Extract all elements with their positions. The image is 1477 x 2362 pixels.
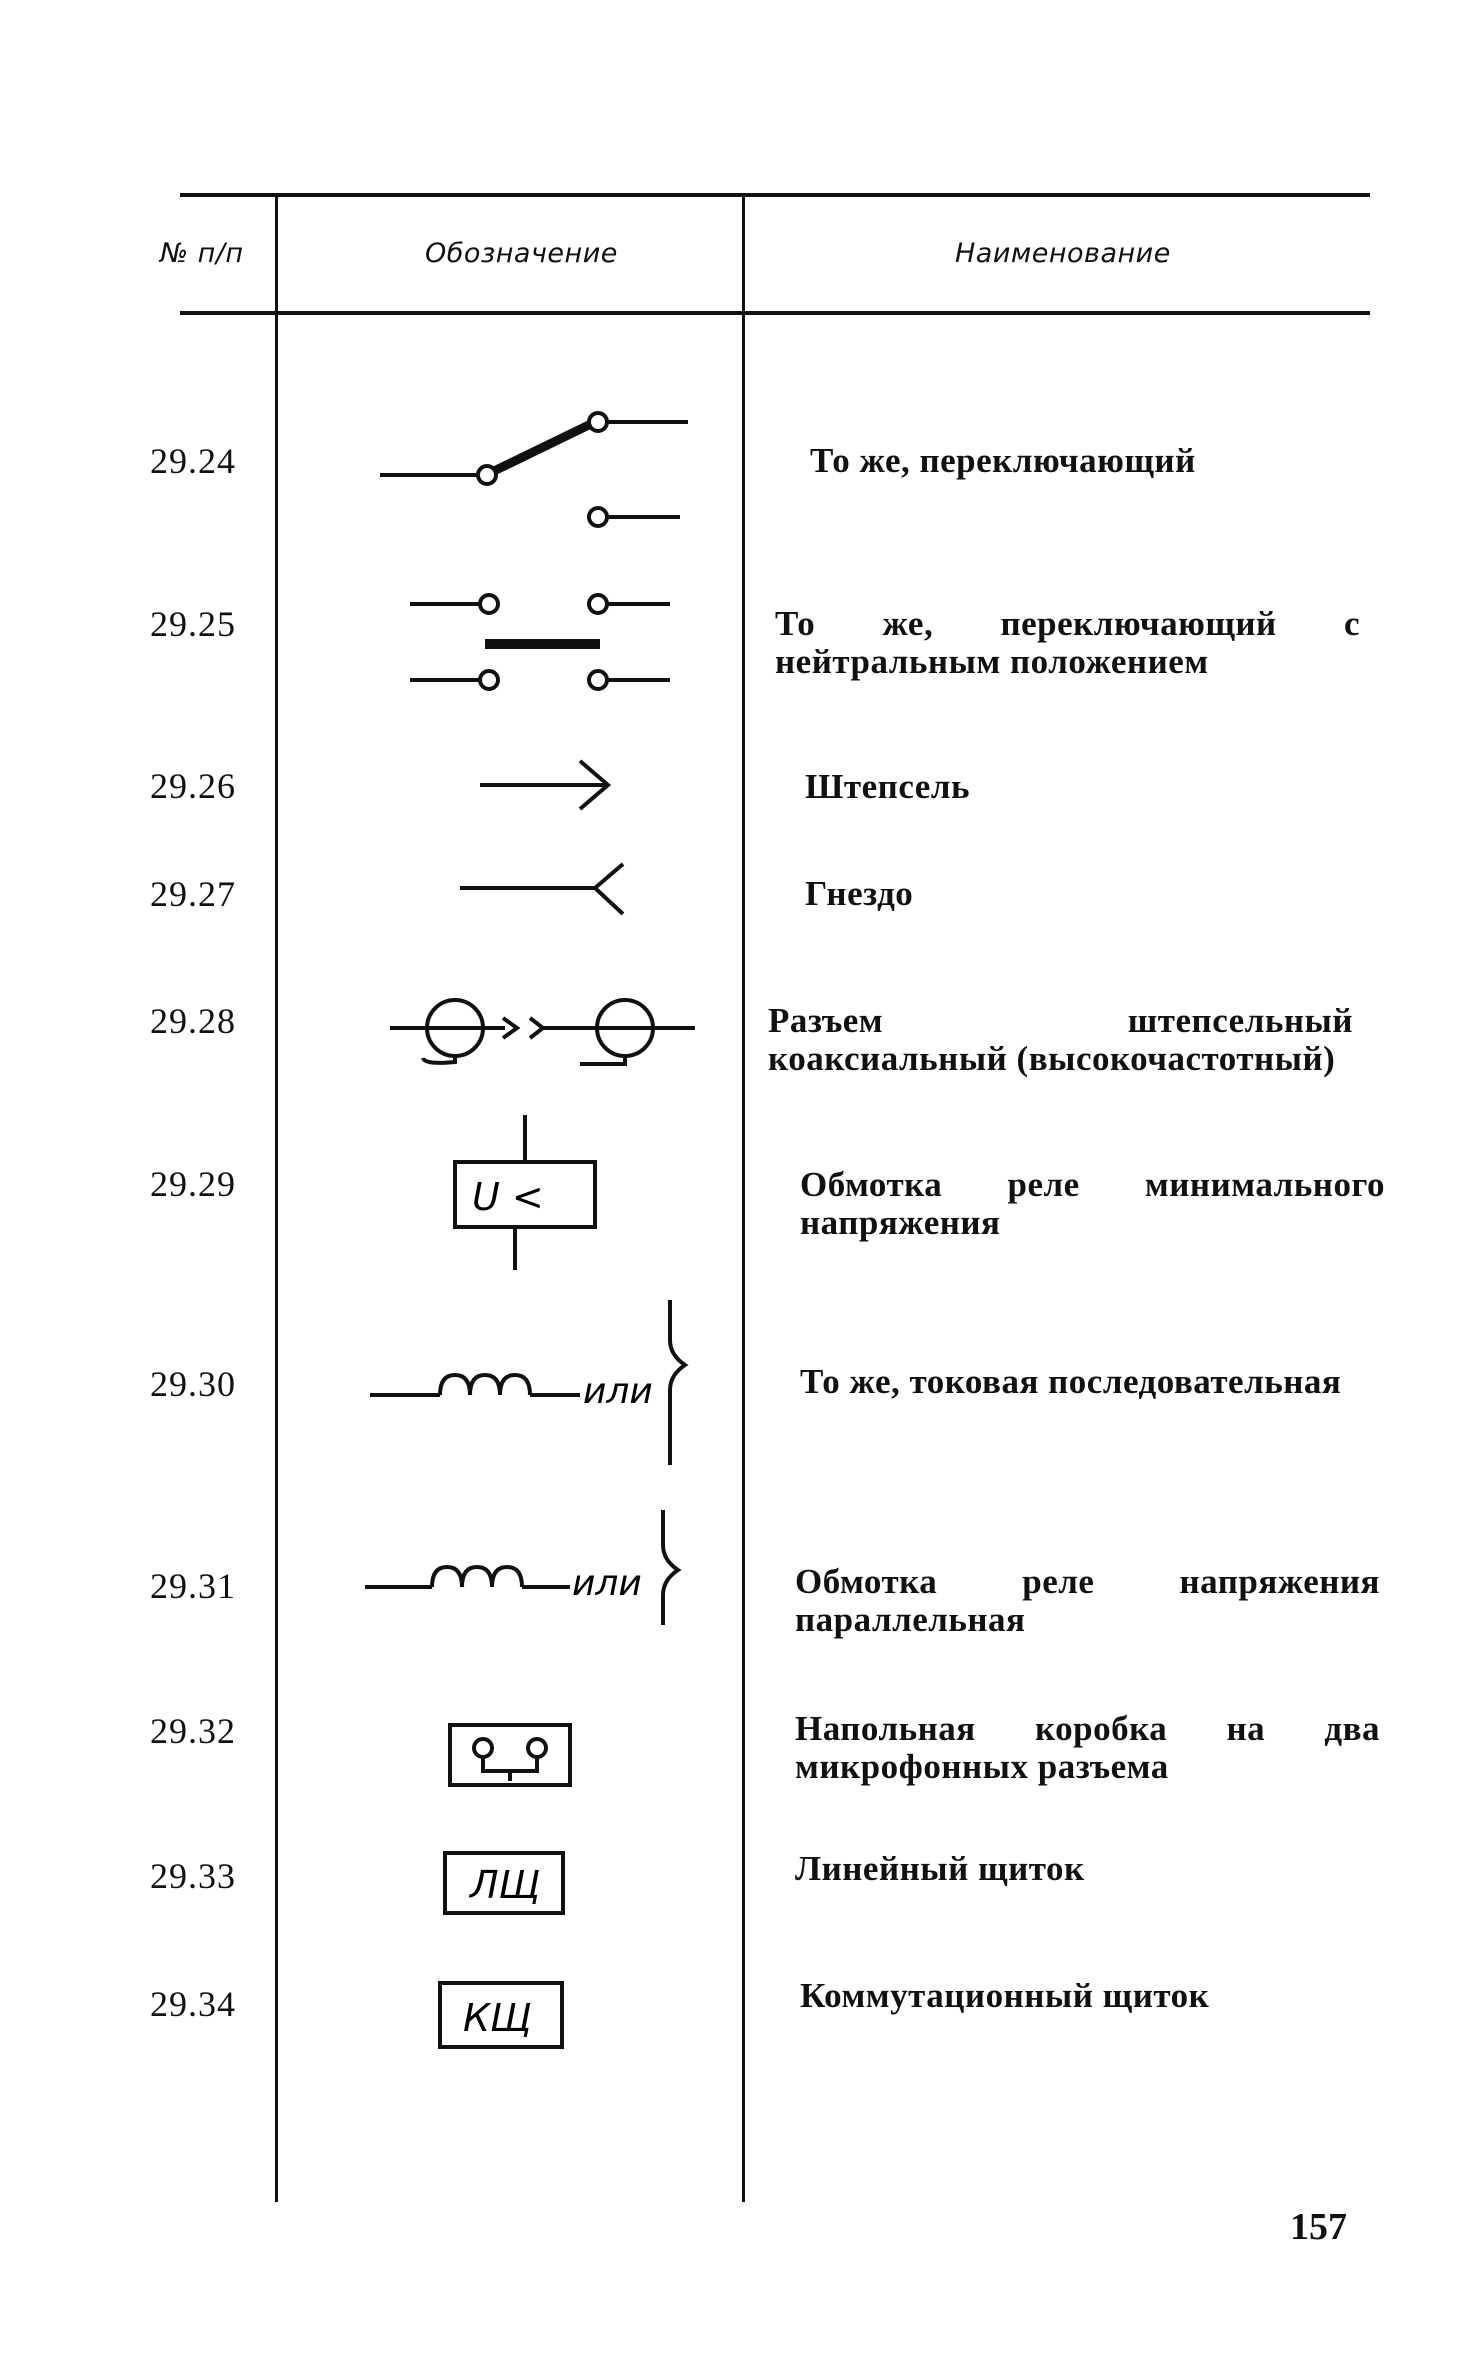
row-name: Штепсель [805, 767, 970, 806]
line-panel-icon [440, 1848, 580, 1923]
switching-panel-icon [435, 1978, 575, 2058]
row-name: То же, переключающий [810, 441, 1196, 480]
header-name: Наименование [955, 238, 1171, 269]
row-num: 29.32 [150, 1711, 236, 1751]
page-number: 157 [1290, 2206, 1347, 2248]
or-label: или [583, 1371, 653, 1412]
or-label: или [572, 1563, 642, 1604]
switching-panel-label: КЩ [463, 1996, 532, 2040]
row-num: 29.31 [150, 1566, 236, 1606]
relay-label: U < [472, 1175, 544, 1219]
header-num: № п/п [160, 238, 244, 269]
row-name: Разъем штепсельный коаксиальный (высокочастотный) [768, 1001, 1353, 1078]
row-num: 29.26 [150, 766, 236, 806]
row-name: То же, переключающий с нейтральным положением [775, 604, 1360, 681]
column-divider-2 [742, 197, 745, 2202]
top-rule [180, 193, 1370, 197]
row-num: 29.34 [150, 1984, 236, 2024]
row-num: 29.28 [150, 1001, 236, 1041]
row-num: 29.27 [150, 874, 236, 914]
row-name: То же, токовая последовательная [800, 1362, 1342, 1401]
row-name: Гнездо [805, 874, 914, 913]
row-name: Обмотка реле напряжения параллельная [795, 1562, 1380, 1639]
row-name: Коммутационный щиток [800, 1976, 1210, 2015]
changeover-switch-icon [370, 405, 700, 540]
row-num: 29.29 [150, 1164, 236, 1204]
header-symbol: Обозначение [425, 238, 618, 269]
header-bottom-rule [180, 311, 1370, 315]
row-num: 29.24 [150, 441, 236, 481]
row-num: 29.33 [150, 1856, 236, 1896]
column-divider-1 [275, 197, 278, 2202]
row-num: 29.30 [150, 1364, 236, 1404]
line-panel-label: ЛЩ [470, 1863, 541, 1907]
series-coil-icon [365, 1295, 705, 1470]
plug-icon [470, 755, 620, 815]
neutral-switch-icon [400, 580, 680, 690]
relay-coil-icon [440, 1110, 600, 1275]
row-name: Напольная коробка на два микрофонных разъема [795, 1709, 1380, 1786]
floor-box-icon [440, 1715, 580, 1795]
row-num: 29.25 [150, 604, 236, 644]
socket-icon [455, 860, 635, 920]
parallel-coil-icon [360, 1505, 700, 1630]
row-name: Обмотка реле минимального напряжения [800, 1165, 1385, 1242]
coaxial-connector-icon [385, 980, 705, 1090]
row-name: Линейный щиток [795, 1849, 1085, 1888]
